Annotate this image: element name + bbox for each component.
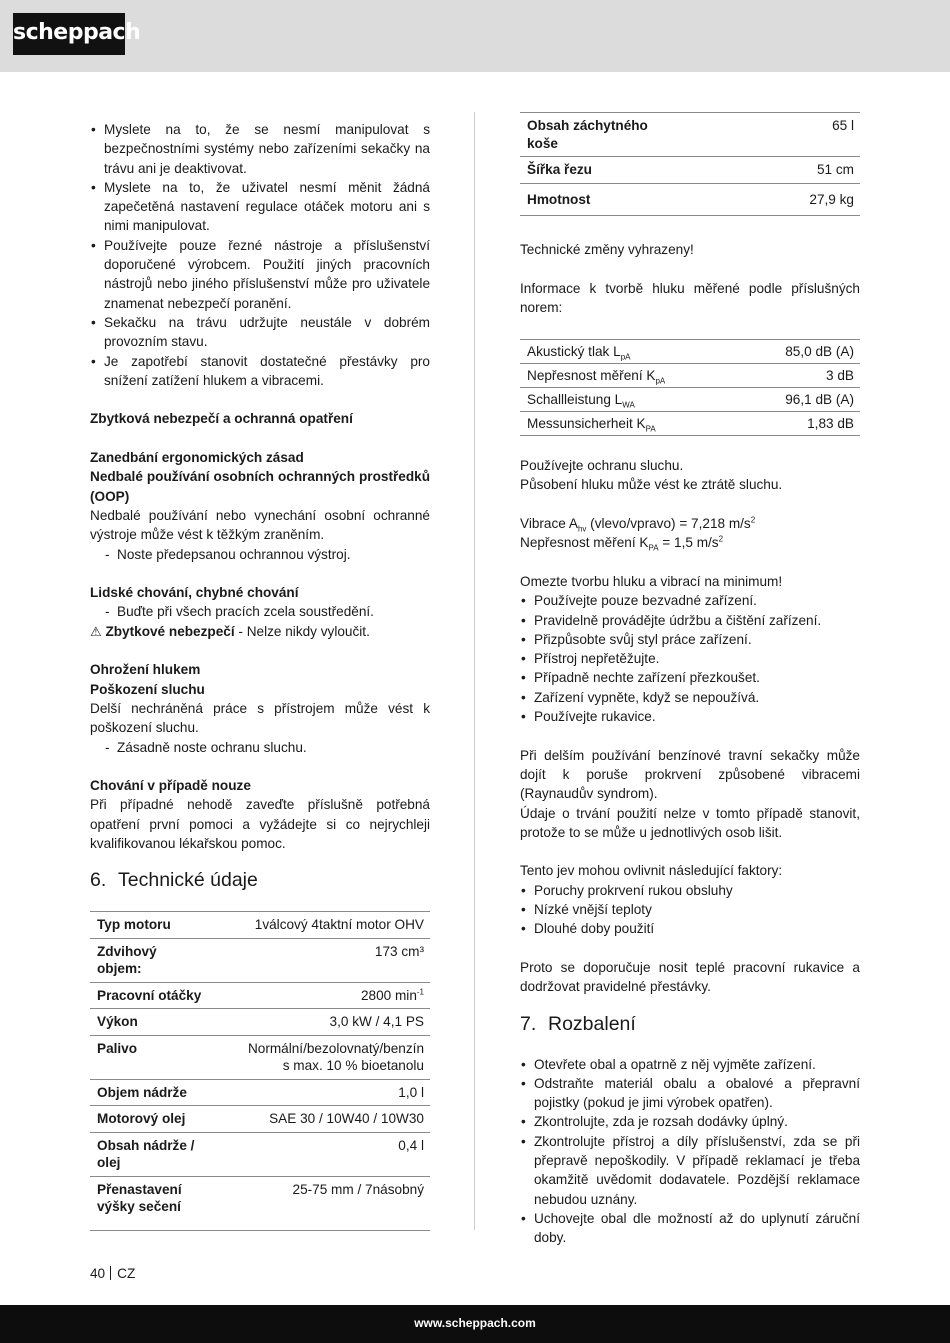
noise-hazard-heading: Ohrožení hlukem [90, 662, 201, 678]
list-item: • Zkontrolujte, zda je rozsah dodávky úplný. [520, 1112, 860, 1131]
hearing-protection-text: Používejte ochranu sluchu. [520, 458, 684, 474]
gloves-text: Proto se doporučuje nosit teplé pracovní rukavice a dodržovat pravidelné přestávky. [520, 959, 860, 995]
brand-logo: scheppach [13, 13, 125, 55]
table-row: Zdvihový objem: 173 cm³ [90, 938, 430, 982]
vibration-uncertainty: Nepřesnost měření $K_{PA} = 1,5$ $m/s^2$ [520, 534, 724, 554]
column-divider [474, 112, 475, 1230]
technical-changes-note: Technické změny vyhrazeny! [520, 242, 694, 257]
list-item: • Odstraňte materiál obalu a obalové a přepravní pojistky (pokud je jimi výrobek opatřen). [520, 1074, 860, 1113]
spec-table-continued [520, 112, 860, 216]
table-row: Schallleistung $L_{WA}$ 96,1 dB (A) [520, 388, 860, 412]
warning-triangle-icon: ⚠ [90, 623, 102, 639]
table-row: Pracovní otáčky 2800 $\min^{-1}$ [90, 982, 430, 1009]
human-behaviour-heading: Lidské chování, chybné chování [90, 585, 299, 601]
list-item: • Je zapotřebí stanovit dostatečné přestávky pro snížení zatížení hlukem a vibracemi. [90, 352, 430, 391]
warning-text: - Nelze nikdy vyloučit. [234, 623, 370, 639]
intro-bullet-list [90, 120, 430, 390]
table-row: Typ motoru 1válcový 4taktní motor OHV [90, 912, 430, 939]
ergonomics-heading: Zanedbání ergonomických zásad [90, 450, 304, 466]
table-row: Motorový olej SAE 30 / 10W40 / 10W30 [90, 1106, 430, 1133]
noise-table [520, 339, 860, 436]
limit-bullet-list [520, 591, 860, 726]
list-item: • Dlouhé doby použití [520, 919, 860, 938]
table-row: Přenastavení výšky sečení 25-75 mm / 7násobný [90, 1176, 430, 1230]
table-row: Obsah nádrže / olej 0,4 l [90, 1132, 430, 1176]
residual-hazards-heading: Zbytková nebezpečí a ochranná opatření [90, 411, 353, 427]
spec-table [90, 911, 430, 1231]
unpack-bullet-list [520, 1055, 860, 1248]
list-item: • Myslete na to, že se nesmí manipulovat s bezpečnostními systémy nebo zařízeními sekačky na trávu ani je deaktivovat. [90, 120, 430, 178]
footer-url-link[interactable]: www.scheppach.com [414, 1316, 536, 1330]
factors-bullet-list [520, 881, 860, 939]
warning-label: Zbytkové nebezpečí [105, 623, 235, 639]
human-dash-item: - Buďte při všech pracích zcela soustředění. [90, 602, 430, 621]
list-item: • Přizpůsobte svůj styl práce zařízení. [520, 630, 860, 649]
list-item: • Případně nechte zařízení přezkoušet. [520, 668, 860, 687]
table-row: Nepřesnost měření $K_{pA}$ 3 dB [520, 364, 860, 388]
usage-duration-text: Údaje o trvání použití nelze v tomto případě stanovit, protože to se může u jednotlivých osob lišit. [520, 805, 860, 840]
list-item: • Otevřete obal a opatrně z něj vyjměte zařízení. [520, 1055, 860, 1074]
hearing-damage-text: Delší nechráněná práce s přístrojem může vést k poškození sluchu. [90, 700, 430, 736]
factors-heading: Tento jev mohou ovlivnit následující faktory: [520, 863, 783, 879]
list-item: • Poruchy prokrvení rukou obsluhy [520, 881, 860, 900]
hearing-damage-heading: Poškození sluchu [90, 681, 205, 697]
list-item: • Používejte rukavice. [520, 707, 860, 726]
table-row: Výkon 3,0 kW / 4,1 PS [90, 1009, 430, 1036]
vibration-value: Vibrace $A_{hv}$ (vlevo/vpravo) = 7,218 $m/s^2$ [520, 515, 756, 534]
raynaud-text: Při delším používání benzínové travní sekačky může dojít k poruše prokrvení způsobené vibracemi (Raynaudův syndrom). [520, 747, 860, 802]
list-item: • Uchovejte obal dle možností až do uplynutí záruční doby. [520, 1209, 860, 1248]
list-item: • Zařízení vypněte, když se nepoužívá. [520, 688, 860, 707]
emergency-heading: Chování v případě nouze [90, 778, 251, 794]
list-item: • Používejte pouze bezvadné zařízení. [520, 591, 860, 610]
list-item: • Zkontrolujte přístroj a díly příslušenství, zda se při přepravě nepoškodily. V případě reklamací je třeba okamžitě uvědomit dodavatele. Pozdější reklamace nebudou uznány. [520, 1132, 860, 1209]
page-header [0, 0, 950, 72]
ppe-heading: Nedbalé používání osobních ochranných prostředků (OOP) [90, 469, 430, 504]
list-item: • Sekačku na trávu udržujte neustále v dobrém provozním stavu. [90, 313, 430, 352]
list-item: • Používejte pouze řezné nástroje a příslušenství doporučené výrobcem. Použití jiných pracovních nástrojů nebo jiného příslušenství může pro uživatele znamenat nebezpečí poranění. [90, 236, 430, 313]
list-item: • Přístroj nepřetěžujte. [520, 649, 860, 668]
residual-warning [90, 622, 430, 641]
table-row: Palivo Normální/bezolovnatý/benzín s max. 10 % bioetanolu [90, 1035, 430, 1079]
left-column [90, 120, 430, 1231]
ppe-text: Nedbalé používání nebo vynechání osobní ochranné výstroje může vést k těžkým zraněním. [90, 507, 430, 543]
list-item: • Pravidelně provádějte údržbu a čištění zařízení. [520, 611, 860, 630]
section-6-title: 6. Technické údaje [90, 869, 258, 892]
table-row: Akustický tlak $L_{pA}$ 85,0 dB (A) [520, 340, 860, 364]
hearing-dash-item: - Zásadně noste ochranu sluchu. [90, 738, 430, 757]
noise-info-text: Informace k tvorbě hluku měřené podle příslušných norem: [520, 280, 860, 315]
emergency-text: Při případné nehodě zaveďte příslušně potřebná opatření první pomoci a vyžádejte si co nejrychleji kvalifikovanou lékařskou pomoc. [90, 797, 430, 851]
right-column [520, 112, 860, 1247]
table-row: Messunsicherheit $K_{PA}$ 1,83 dB [520, 412, 860, 436]
page-number: 40 CZ [90, 1266, 136, 1281]
ppe-dash-item: - Noste předepsanou ochrannou výstroj. [90, 545, 430, 564]
section-7-title: 7. Rozbalení [520, 1012, 636, 1035]
list-item: • Nízké vnější teploty [520, 900, 860, 919]
list-item: • Myslete na to, že uživatel nesmí měnit žádná zapečetěná nastavení regulace otáček motoru ani s nimi manipulovat. [90, 178, 430, 236]
hearing-loss-text: Působení hluku může vést ke ztrátě sluchu. [520, 477, 783, 493]
limit-heading: Omezte tvorbu hluku a vibrací na minimum! [520, 573, 783, 589]
table-row: Hmotnost 27,9 kg [520, 183, 860, 216]
table-row: Objem nádrže 1,0 l [90, 1079, 430, 1106]
table-row: Šířka řezu 51 cm [520, 157, 860, 184]
table-row: Obsah záchytného koše 65 l [520, 113, 860, 157]
